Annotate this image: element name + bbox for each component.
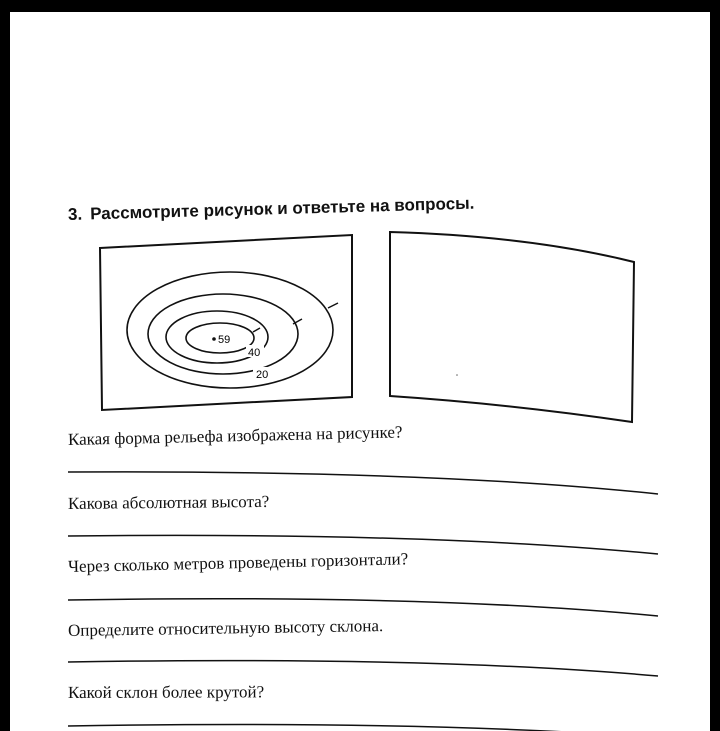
task-title-text: Рассмотрите рисунок и ответьте на вопросы. bbox=[89, 193, 475, 224]
profile-drawing-box bbox=[390, 232, 634, 422]
peak-elevation-label: 59 bbox=[218, 334, 231, 346]
answer-line-1 bbox=[68, 472, 658, 494]
question-1: Какая форма рельефа изображена на рисунке? bbox=[67, 422, 403, 449]
question-3: Через сколько метров проведены горизонтали? bbox=[67, 549, 409, 576]
contour-map bbox=[100, 235, 352, 410]
task-number: 3. bbox=[67, 204, 83, 224]
slope-tick bbox=[328, 303, 338, 308]
answer-line-3 bbox=[68, 599, 658, 616]
contour-label-40: 40 bbox=[248, 347, 261, 359]
contour-line-outer bbox=[127, 272, 333, 388]
question-5: Какой склон более крутой? bbox=[67, 682, 265, 702]
worksheet-page bbox=[10, 12, 710, 731]
answer-line-4 bbox=[68, 661, 658, 676]
contour-label-20: 20 bbox=[256, 369, 269, 381]
slope-tick bbox=[253, 328, 260, 332]
peak-point bbox=[212, 337, 216, 341]
answer-line-5 bbox=[68, 725, 658, 731]
question-4: Определите относительную высоту склона. bbox=[67, 616, 384, 640]
question-2: Какова абсолютная высота? bbox=[67, 491, 270, 513]
